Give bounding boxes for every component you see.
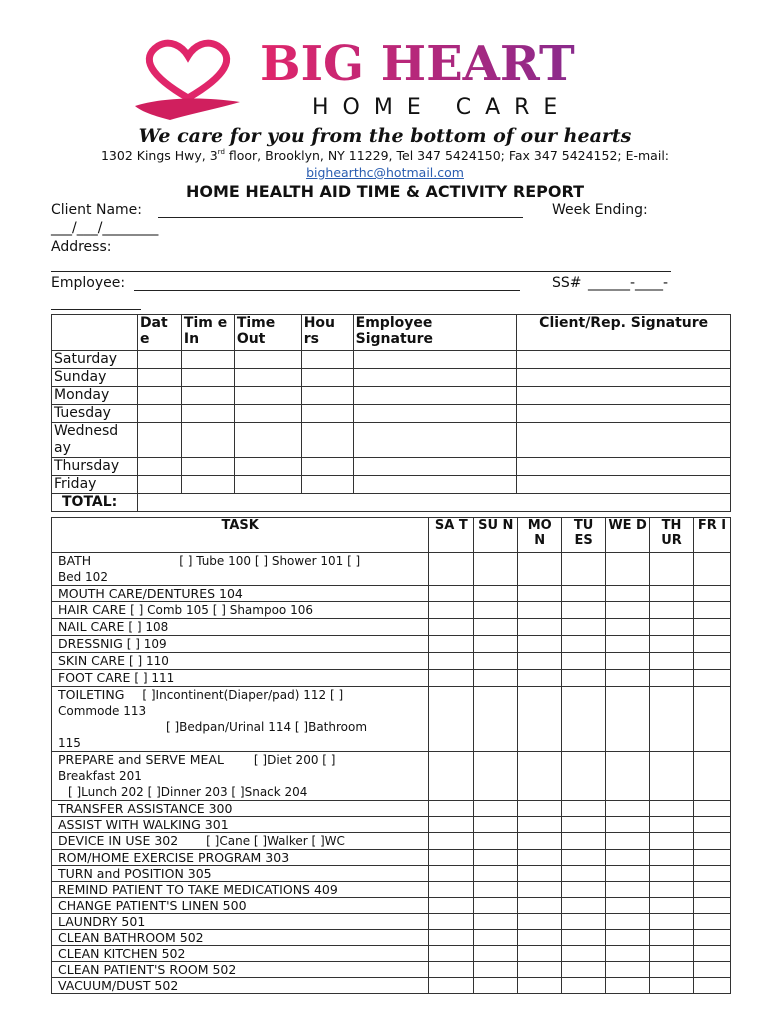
table-row xyxy=(52,914,731,930)
task-device: DEVICE IN USE 302 [ ]Cane [ ]Walker [ ]WC xyxy=(52,833,429,850)
tues-header: TU ES xyxy=(562,518,606,553)
table-row xyxy=(52,962,731,978)
table-row xyxy=(52,801,731,817)
sun-header: SU N xyxy=(474,518,518,553)
table-row xyxy=(52,602,731,619)
table-row xyxy=(52,850,731,866)
day-header xyxy=(52,315,138,351)
address-field[interactable] xyxy=(51,271,671,272)
client-signature-header: Client/Rep. Signature xyxy=(517,315,731,351)
task-bathroom: CLEAN BATHROOM 502 xyxy=(52,930,429,946)
week-ending-date-field[interactable]: ___/___/________ xyxy=(51,220,159,236)
day-label: Sunday xyxy=(52,369,138,387)
svg-text:BIG HEART: BIG HEART xyxy=(260,36,575,92)
week-ending-label: Week Ending: xyxy=(552,202,648,218)
time-out-header: Time Out xyxy=(234,315,301,351)
ss-field-continued[interactable] xyxy=(51,309,141,310)
table-row xyxy=(52,882,731,898)
hands-icon xyxy=(135,99,240,120)
time-table-header xyxy=(52,315,731,351)
table-row xyxy=(52,553,731,586)
table-row xyxy=(52,978,731,994)
date-header: Dat e xyxy=(137,315,181,351)
table-row xyxy=(52,586,731,602)
task-vacuum: VACUUM/DUST 502 xyxy=(52,978,429,994)
fri-header: FR I xyxy=(694,518,731,553)
sat-header: SA T xyxy=(429,518,474,553)
table-row xyxy=(52,369,731,387)
table-row xyxy=(52,387,731,405)
task-mouth-care: MOUTH CARE/DENTURES 104 xyxy=(52,586,429,602)
day-label: Monday xyxy=(52,387,138,405)
task-header: TASK xyxy=(52,518,429,553)
task-bath: BATH [ ] Tube 100 [ ] Shower 101 [ ] Bed 102 xyxy=(52,553,429,586)
employee-field[interactable] xyxy=(134,290,520,291)
total-label: TOTAL: xyxy=(52,494,138,512)
table-row xyxy=(52,752,731,801)
employee-label: Employee: xyxy=(51,275,126,291)
day-label: Thursday xyxy=(52,458,138,476)
address-line: 1302 Kings Hwy, 3rd floor, Brooklyn, NY 11229, Tel 347 5424150; Fax 347 5424152; E-mail: xyxy=(100,148,670,163)
ss-label: SS# xyxy=(552,275,582,291)
task-prepare-meal: PREPARE and SERVE MEAL [ ]Diet 200 [ ] Breakfast 201 [ ]Lunch 202 [ ]Dinner 203 [ ]Snack 204 xyxy=(52,752,429,801)
table-row xyxy=(52,653,731,670)
table-row xyxy=(52,351,731,369)
table-row xyxy=(52,930,731,946)
task-patient-room: CLEAN PATIENT'S ROOM 502 xyxy=(52,962,429,978)
task-laundry: LAUNDRY 501 xyxy=(52,914,429,930)
table-row xyxy=(52,458,731,476)
mon-header: MO N xyxy=(518,518,562,553)
client-name-label: Client Name: xyxy=(51,202,142,218)
task-skin-care: SKIN CARE [ ] 110 xyxy=(52,653,429,670)
task-transfer: TRANSFER ASSISTANCE 300 xyxy=(52,801,429,817)
task-medications: REMIND PATIENT TO TAKE MEDICATIONS 409 xyxy=(52,882,429,898)
time-in-header: Tim e In xyxy=(181,315,234,351)
heart-icon xyxy=(149,43,226,98)
big-heart-logo xyxy=(130,36,690,126)
table-row xyxy=(52,817,731,833)
task-linen: CHANGE PATIENT'S LINEN 500 xyxy=(52,898,429,914)
task-walking: ASSIST WITH WALKING 301 xyxy=(52,817,429,833)
hours-header: Hou rs xyxy=(301,315,353,351)
table-row xyxy=(52,833,731,850)
address-label: Address: xyxy=(51,239,112,255)
table-row xyxy=(52,670,731,687)
employee-signature-header: Employee Signature xyxy=(353,315,517,351)
email-link[interactable]: bighearthc@hotmail.com xyxy=(306,165,464,180)
task-toileting: TOILETING [ ]Incontinent(Diaper/pad) 112 [ ] Commode 113 [ ]Bedpan/Urinal 114 [ ]Bathroom 115 xyxy=(52,687,429,752)
task-hair-care: HAIR CARE [ ] Comb 105 [ ] Shampoo 106 xyxy=(52,602,429,619)
table-row xyxy=(52,866,731,882)
client-name-field[interactable] xyxy=(158,217,523,218)
table-row xyxy=(52,476,731,494)
table-row xyxy=(52,636,731,653)
day-label: Friday xyxy=(52,476,138,494)
tagline: We care for you from the bottom of our hearts xyxy=(138,125,632,147)
day-label: Tuesday xyxy=(52,405,138,423)
ss-field[interactable]: ______-____- xyxy=(588,275,669,291)
table-row xyxy=(52,946,731,962)
day-label: Wednesd ay xyxy=(52,423,138,458)
svg-text:HOME CARE: HOME CARE xyxy=(312,95,572,120)
day-label: Saturday xyxy=(52,351,138,369)
table-row xyxy=(52,423,731,458)
wed-header: WE D xyxy=(606,518,650,553)
page-title: HOME HEALTH AID TIME & ACTIVITY REPORT xyxy=(185,182,585,201)
table-row xyxy=(52,898,731,914)
task-table-header xyxy=(52,518,731,553)
table-row xyxy=(52,619,731,636)
task-table xyxy=(51,517,731,994)
task-rom-exercise: ROM/HOME EXERCISE PROGRAM 303 xyxy=(52,850,429,866)
task-turn-position: TURN and POSITION 305 xyxy=(52,866,429,882)
table-row xyxy=(52,405,731,423)
total-row xyxy=(52,494,731,512)
time-table xyxy=(51,314,731,512)
task-foot-care: FOOT CARE [ ] 111 xyxy=(52,670,429,687)
thur-header: TH UR xyxy=(650,518,694,553)
task-kitchen: CLEAN KITCHEN 502 xyxy=(52,946,429,962)
table-row xyxy=(52,687,731,752)
task-nail-care: NAIL CARE [ ] 108 xyxy=(52,619,429,636)
task-dressing: DRESSNIG [ ] 109 xyxy=(52,636,429,653)
